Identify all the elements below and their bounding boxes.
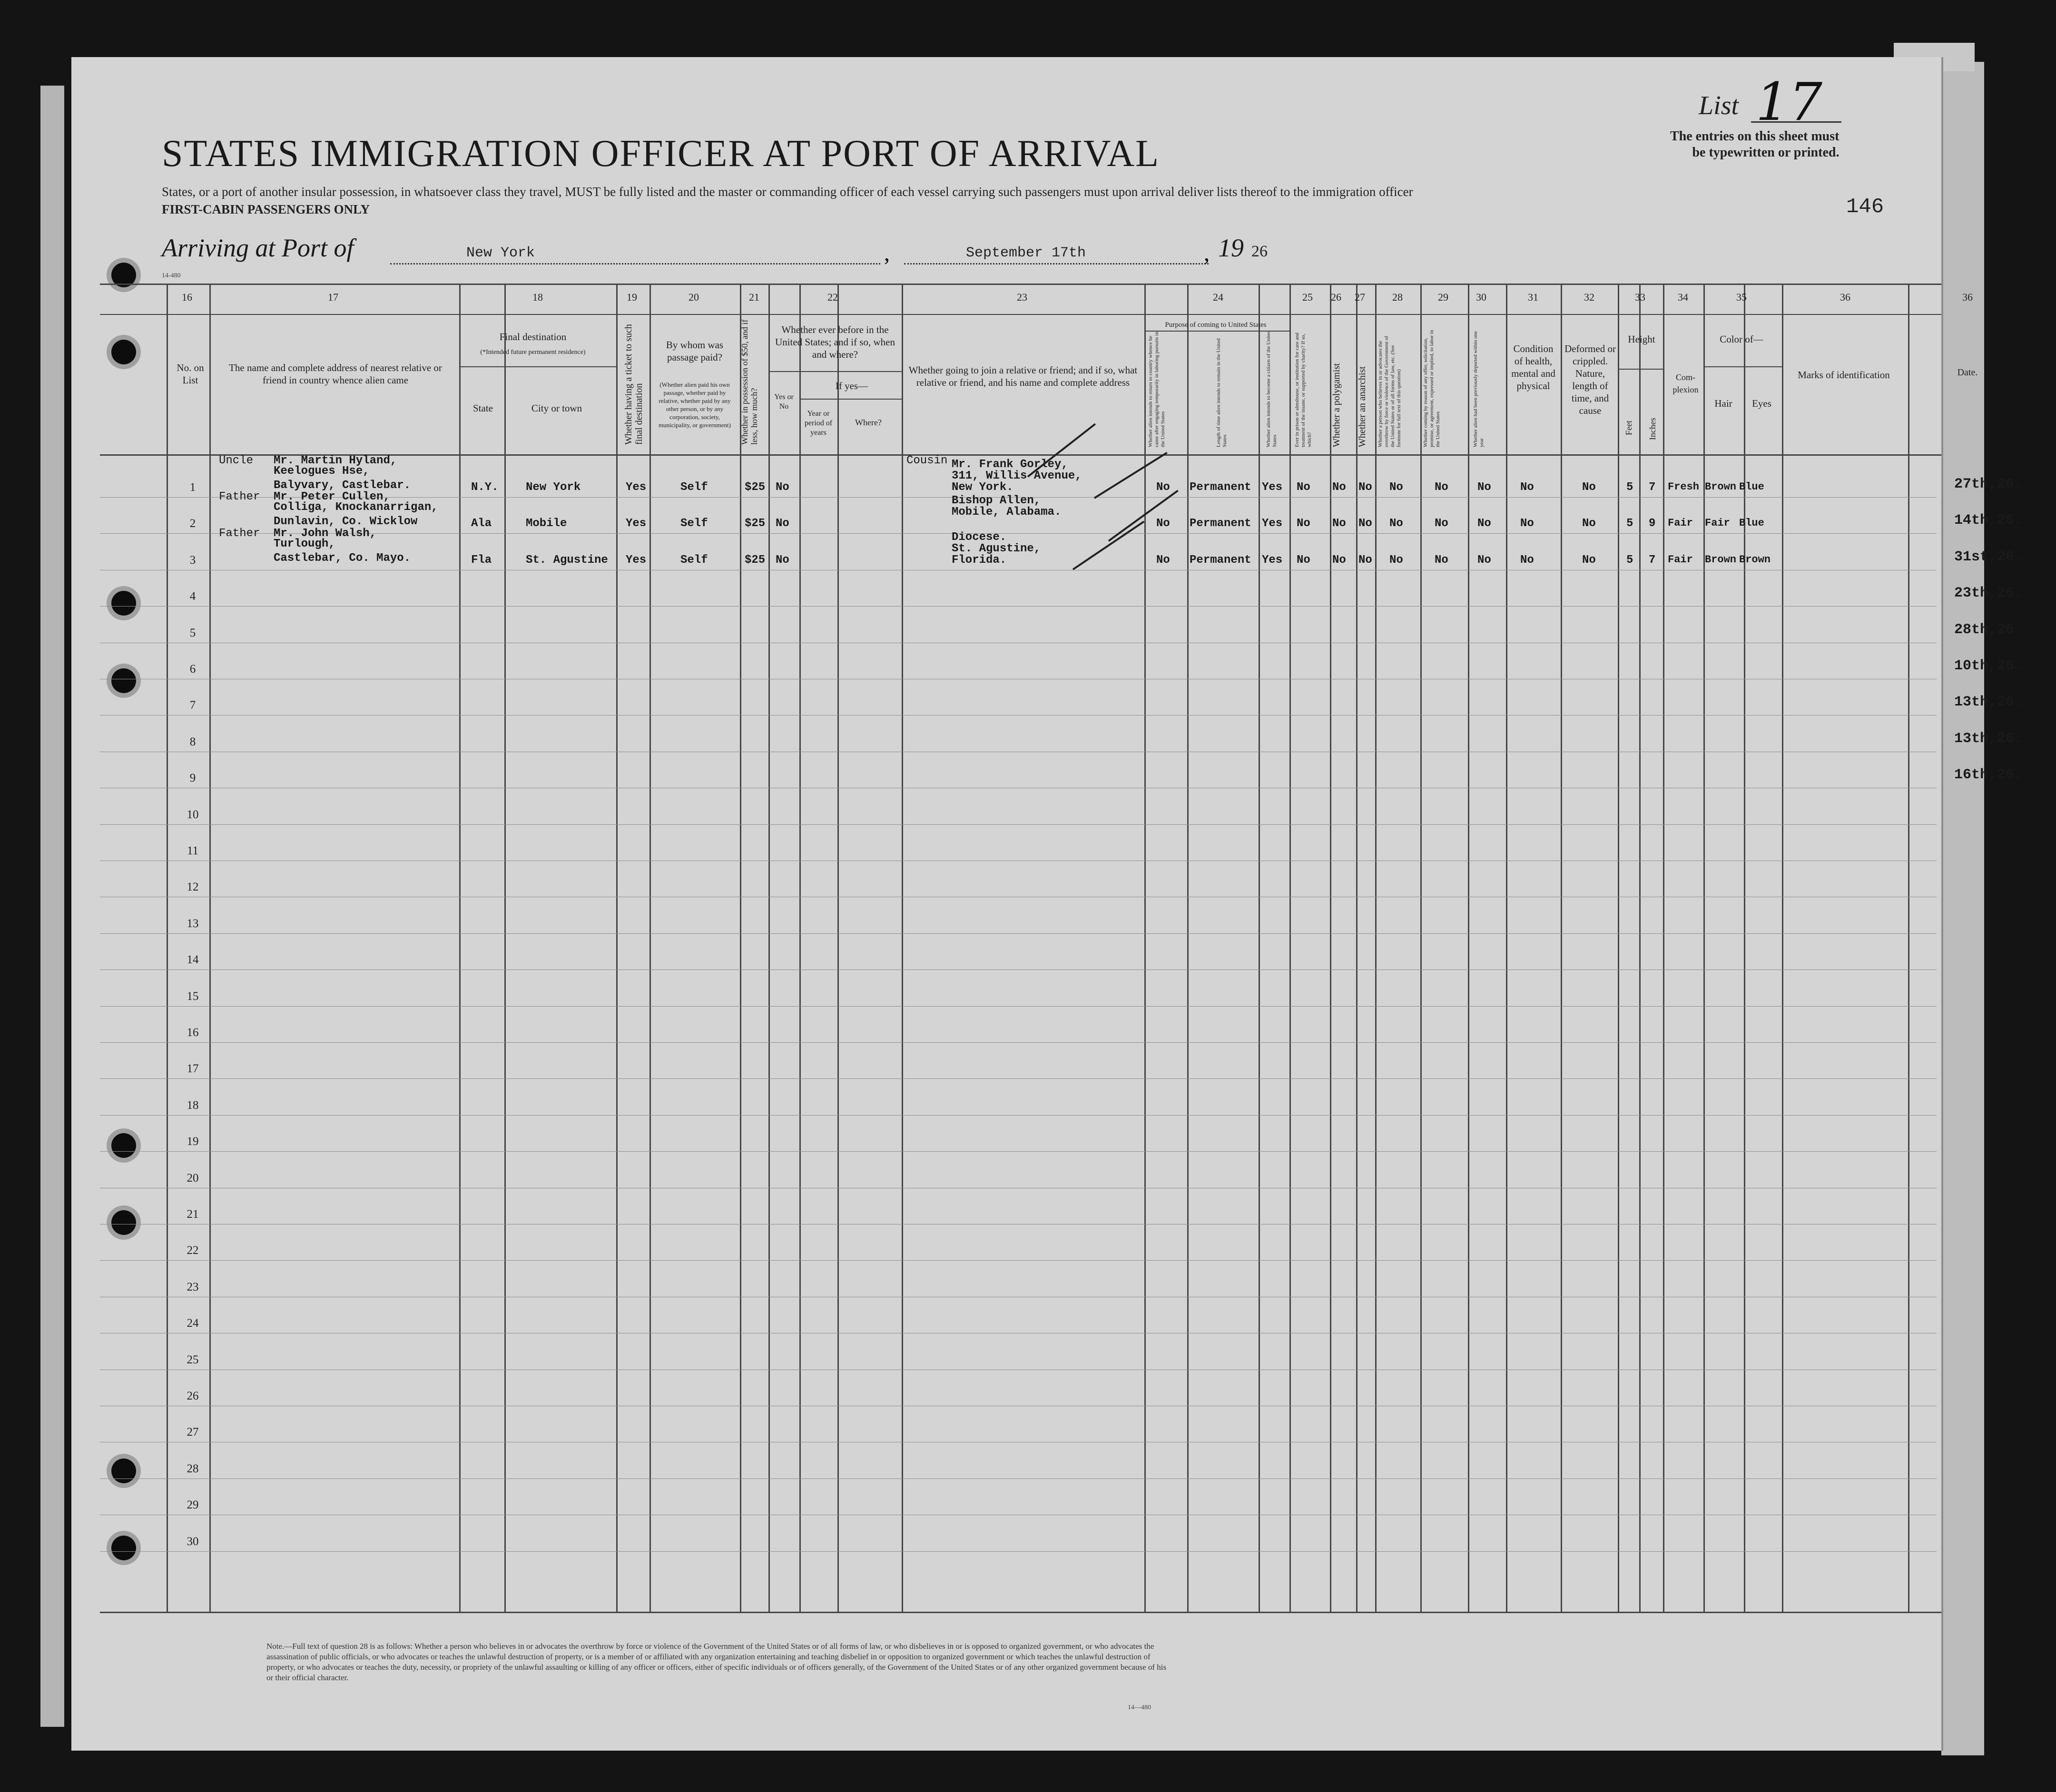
column-rule bbox=[209, 284, 211, 1612]
column-rule bbox=[459, 284, 461, 1612]
column-number: 35 bbox=[1736, 291, 1747, 303]
list-label: List bbox=[1699, 91, 1739, 120]
column-number: 18 bbox=[532, 291, 543, 303]
column-number: 33 bbox=[1635, 291, 1645, 303]
header-q28: Whether a person who believes in or advocates the overthrow by force or violence of the Government of the United States or of all forms of law, etc. (See footnote for full text of this question) bbox=[1377, 336, 1402, 447]
page-stack-edge-left bbox=[40, 86, 64, 1727]
column-rule bbox=[1289, 284, 1291, 1612]
header-purpose-b: Length of time alien intends to remain in the United States bbox=[1216, 338, 1228, 447]
list-dotted-line bbox=[1751, 121, 1841, 123]
subtitle-line1: States, or a port of another insular possession, in whatsoever class they travel, MUST be fully listed and the master or commanding officer of each vessel carrying such passengers must upon arrival deliver lists thereof to the immigration officer bbox=[162, 185, 1413, 199]
row-number: 17 bbox=[187, 1062, 199, 1076]
entries-note: The entries on this sheet must be typewritten or printed. bbox=[1670, 129, 1840, 160]
header-date: Date. bbox=[1957, 367, 1978, 378]
relation-label: Father bbox=[219, 527, 260, 540]
column-number: 27 bbox=[1355, 291, 1365, 303]
header-inches: Inches bbox=[1648, 418, 1657, 440]
q28-value: No bbox=[1389, 517, 1403, 530]
table-bottom-border bbox=[100, 1612, 1941, 1613]
sub-rule-final-destination bbox=[459, 366, 616, 367]
column-number: 25 bbox=[1302, 291, 1313, 303]
q29-value: No bbox=[1435, 481, 1448, 494]
column-rule bbox=[740, 284, 741, 1612]
complexion-value: Fair bbox=[1668, 517, 1693, 529]
header-hair: Hair bbox=[1714, 398, 1732, 409]
column-number: 29 bbox=[1438, 291, 1448, 303]
column-number: 36 bbox=[1840, 291, 1850, 303]
before-us-value: No bbox=[776, 553, 789, 567]
purpose-length-value: Permanent bbox=[1190, 553, 1251, 567]
punch-hole bbox=[111, 668, 136, 693]
date-entry: 13th,26. bbox=[1954, 730, 2023, 747]
header-by-whom: By whom was passage paid? bbox=[666, 339, 724, 363]
state-value: N.Y. bbox=[471, 481, 499, 494]
height-feet-value: 5 bbox=[1626, 517, 1633, 530]
comma: , bbox=[884, 241, 890, 266]
header-deformed: Deformed or crippled. Nature, length of time, and cause bbox=[1564, 343, 1616, 416]
join-address: Mobile, Alabama. bbox=[952, 506, 1062, 519]
row-rule bbox=[100, 933, 1937, 934]
date-entry: 13th,26. bbox=[1954, 694, 2023, 711]
column-rule bbox=[504, 284, 506, 1612]
punch-hole bbox=[111, 1536, 136, 1560]
manifest-sheet bbox=[71, 57, 1943, 1751]
q30-value: No bbox=[1477, 481, 1491, 494]
purpose-length-value: Permanent bbox=[1190, 517, 1251, 530]
arriving-label: Arriving at Port of bbox=[162, 234, 354, 262]
paid-by-value: Self bbox=[680, 481, 708, 494]
row-number: 2 bbox=[189, 517, 196, 530]
header-color: Color of— bbox=[1720, 333, 1763, 345]
year-prefix: 19 bbox=[1218, 234, 1244, 262]
row-rule bbox=[100, 1551, 1937, 1552]
prison-value: No bbox=[1297, 553, 1310, 567]
row-number: 9 bbox=[189, 772, 196, 785]
column-number: 30 bbox=[1476, 291, 1486, 303]
row-number: 6 bbox=[189, 663, 196, 676]
column-rule bbox=[768, 284, 770, 1612]
column-number: 24 bbox=[1213, 291, 1223, 303]
row-number: 20 bbox=[187, 1171, 199, 1185]
purpose-return-value: No bbox=[1156, 517, 1170, 530]
header-anarchist: Whether an anarchist bbox=[1357, 366, 1367, 447]
row-rule bbox=[100, 606, 1937, 607]
health-value: No bbox=[1520, 517, 1534, 530]
height-inches-value: 9 bbox=[1649, 517, 1656, 530]
header-before-us: Whether ever before in the United States; and if so, when and where? bbox=[775, 324, 895, 360]
column-number: 32 bbox=[1584, 291, 1594, 303]
column-number: 20 bbox=[689, 291, 699, 303]
header-health: Condition of health, mental and physical bbox=[1511, 343, 1555, 392]
header-city: City or town bbox=[531, 402, 582, 414]
column-rule bbox=[1908, 284, 1909, 1612]
hair-color-value: Brown bbox=[1705, 553, 1737, 566]
paid-by-value: Self bbox=[680, 517, 708, 530]
column-rule bbox=[649, 284, 651, 1612]
eye-color-value: Blue bbox=[1739, 517, 1764, 529]
purpose-length-value: Permanent bbox=[1190, 481, 1251, 494]
header-purpose-c: Whether alien intends to become a citizen of the United States bbox=[1266, 330, 1278, 447]
anarchist-value: No bbox=[1358, 553, 1372, 567]
header-money: Whether in possession of $50, and if less, how much? bbox=[740, 319, 759, 445]
relative-address: Colliga, Knockanarrigan, bbox=[274, 501, 438, 514]
q28-value: No bbox=[1389, 481, 1403, 494]
header-polygamist: Whether a polygamist bbox=[1331, 363, 1342, 447]
row-number: 11 bbox=[187, 844, 199, 857]
height-feet-value: 5 bbox=[1626, 553, 1633, 567]
header-no-on-list: No. on List bbox=[177, 362, 204, 386]
row-number: 13 bbox=[187, 917, 199, 930]
column-rule bbox=[1506, 284, 1507, 1612]
health-value: No bbox=[1520, 553, 1534, 567]
city-value: New York bbox=[526, 481, 581, 494]
before-us-value: No bbox=[776, 481, 789, 494]
punch-hole bbox=[111, 591, 136, 616]
prison-value: No bbox=[1297, 517, 1310, 530]
relation-label: Uncle bbox=[219, 454, 254, 467]
q29-value: No bbox=[1435, 553, 1448, 567]
relative-name: Mr. John Walsh, bbox=[274, 527, 377, 540]
row-number: 3 bbox=[189, 553, 196, 567]
row-number: 1 bbox=[189, 481, 196, 494]
year-suffix: 26 bbox=[1251, 243, 1268, 260]
polygamist-value: No bbox=[1332, 481, 1346, 494]
relative-address: Balyvary, Castlebar. bbox=[274, 479, 411, 492]
relative-name: Mr. Martin Hyland, bbox=[274, 454, 397, 467]
port-dotted-line bbox=[390, 263, 880, 264]
date-entry: 28th,26. bbox=[1954, 621, 2023, 638]
height-inches-value: 7 bbox=[1649, 553, 1656, 567]
sub-rule-purpose bbox=[1144, 331, 1289, 332]
column-number: 31 bbox=[1528, 291, 1538, 303]
row-rule bbox=[100, 1115, 1937, 1116]
row-number: 30 bbox=[187, 1535, 199, 1548]
date-entry: 27th,26. bbox=[1954, 476, 2023, 492]
header-final-destination: Final destination bbox=[499, 331, 567, 343]
column-rule bbox=[837, 284, 839, 1612]
header-complexion: Com-plexion bbox=[1672, 372, 1699, 394]
punch-hole bbox=[111, 340, 136, 364]
column-number: 34 bbox=[1678, 291, 1688, 303]
form-number: 14-480 bbox=[162, 272, 181, 279]
join-name: Bishop Allen, bbox=[952, 494, 1041, 508]
relation-label: Father bbox=[219, 490, 260, 504]
row-rule bbox=[100, 969, 1937, 970]
state-value: Ala bbox=[471, 517, 492, 530]
column-number: 36 bbox=[1962, 291, 1973, 303]
date-entry: 10th,26. bbox=[1954, 658, 2023, 674]
column-rule bbox=[902, 284, 903, 1612]
ticket-value: Yes bbox=[626, 517, 647, 530]
relative-address: Turlough, bbox=[274, 537, 335, 550]
purpose-return-value: No bbox=[1156, 553, 1170, 567]
column-number: 21 bbox=[749, 291, 759, 303]
row-number: 29 bbox=[187, 1498, 199, 1512]
date-dotted-line bbox=[904, 263, 1209, 264]
row-number: 27 bbox=[187, 1426, 199, 1439]
column-rule bbox=[616, 284, 618, 1612]
column-rule bbox=[1639, 284, 1641, 1612]
page-title: STATES IMMIGRATION OFFICER AT PORT OF ARRIVAL bbox=[162, 133, 1160, 175]
row-number: 12 bbox=[187, 881, 199, 894]
column-rule bbox=[1356, 284, 1358, 1612]
column-rule bbox=[1420, 284, 1422, 1612]
sheet-number: 146 bbox=[1846, 195, 1884, 219]
q28-value: No bbox=[1389, 553, 1403, 567]
deformed-value: No bbox=[1582, 553, 1596, 567]
purpose-citizen-value: Yes bbox=[1262, 481, 1283, 494]
sub-rule-before-us bbox=[768, 371, 902, 372]
polygamist-value: No bbox=[1332, 517, 1346, 530]
column-rule bbox=[1468, 284, 1469, 1612]
join-name: Diocese. bbox=[952, 530, 1007, 544]
header-final-destination-note: (*Intended future permanent residence) bbox=[480, 349, 586, 356]
column-rule bbox=[1187, 284, 1189, 1612]
table-top-border bbox=[100, 284, 1941, 285]
date-entry: 23th,26. bbox=[1954, 585, 2023, 602]
ticket-value: Yes bbox=[626, 553, 647, 567]
header-q29: Whether coming by reason of any offer, solicitation, promise, or agreement, expressed or implied, to labor in the United States bbox=[1423, 330, 1441, 447]
row-number: 19 bbox=[187, 1135, 199, 1148]
q30-value: No bbox=[1477, 517, 1491, 530]
column-number: 26 bbox=[1331, 291, 1341, 303]
date-entry: 31st,26. bbox=[1954, 548, 2023, 565]
complexion-value: Fresh bbox=[1668, 481, 1700, 493]
row-number: 15 bbox=[187, 989, 199, 1003]
sub-rule-if-yes bbox=[799, 399, 902, 400]
relative-address: Castlebar, Co. Mayo. bbox=[274, 551, 411, 565]
sub-rule-color bbox=[1703, 366, 1782, 367]
purpose-return-value: No bbox=[1156, 481, 1170, 494]
column-rule bbox=[1561, 284, 1562, 1612]
city-value: Mobile bbox=[526, 517, 567, 530]
anarchist-value: No bbox=[1358, 481, 1372, 494]
purpose-citizen-value: Yes bbox=[1262, 517, 1283, 530]
column-number: 17 bbox=[328, 291, 338, 303]
hair-color-value: Brown bbox=[1705, 481, 1737, 493]
ticket-value: Yes bbox=[626, 481, 647, 494]
deformed-value: No bbox=[1582, 481, 1596, 494]
header-height: Height bbox=[1628, 333, 1655, 345]
row-number: 23 bbox=[187, 1280, 199, 1293]
row-number: 24 bbox=[187, 1317, 199, 1330]
height-feet-value: 5 bbox=[1626, 481, 1633, 494]
row-number: 4 bbox=[189, 590, 196, 603]
hair-color-value: Fair bbox=[1705, 517, 1730, 529]
date-entry: 14th,26. bbox=[1954, 512, 2023, 529]
polygamist-value: No bbox=[1332, 553, 1346, 567]
row-rule bbox=[100, 1260, 1937, 1261]
row-number: 25 bbox=[187, 1353, 199, 1366]
column-rule bbox=[1618, 284, 1619, 1612]
join-address: Florida. bbox=[952, 553, 1007, 567]
header-ticket: Whether having a ticket to such final destination bbox=[623, 324, 644, 445]
header-q30: Whether alien had been previously deported within one year bbox=[1473, 331, 1485, 447]
header-marks: Marks of identification bbox=[1798, 369, 1890, 381]
relative-address: Keelogues Hse, bbox=[274, 465, 370, 478]
row-rule bbox=[100, 824, 1937, 825]
join-name: Mr. Frank Gorley, bbox=[952, 458, 1068, 471]
row-number: 10 bbox=[187, 808, 199, 821]
health-value: No bbox=[1520, 481, 1534, 494]
column-number: 23 bbox=[1017, 291, 1027, 303]
row-number: 7 bbox=[189, 699, 196, 712]
column-number: 19 bbox=[627, 291, 637, 303]
header-state: State bbox=[473, 402, 493, 414]
city-value: St. Agustine bbox=[526, 553, 608, 567]
q29-value: No bbox=[1435, 517, 1448, 530]
row-rule bbox=[100, 1006, 1937, 1007]
row-number: 26 bbox=[187, 1390, 199, 1402]
join-address: New York. bbox=[952, 481, 1013, 494]
column-rule bbox=[799, 284, 801, 1612]
row-rule bbox=[100, 1042, 1937, 1043]
header-relative-abroad: The name and complete address of nearest relative or friend in country whence alien came bbox=[229, 362, 442, 386]
height-inches-value: 7 bbox=[1649, 481, 1656, 494]
header-purpose: Purpose of coming to United States bbox=[1165, 321, 1267, 329]
column-rule bbox=[1663, 284, 1664, 1612]
column-rule bbox=[1375, 284, 1377, 1612]
join-relation: Cousin bbox=[906, 454, 948, 467]
q30-value: No bbox=[1477, 553, 1491, 567]
column-rule bbox=[1259, 284, 1260, 1612]
eye-color-value: Blue bbox=[1739, 481, 1764, 493]
row-rule bbox=[100, 1078, 1937, 1079]
row-number: 22 bbox=[187, 1244, 199, 1257]
column-rule bbox=[167, 284, 168, 1612]
row-rule bbox=[100, 1151, 1937, 1152]
column-number: 16 bbox=[182, 291, 192, 303]
purpose-citizen-value: Yes bbox=[1262, 553, 1283, 567]
header-by-whom-note: (Whether alien paid his own passage, whether paid by relative, whether paid by any other person, or by any corporation, society, municipality, or government) bbox=[659, 381, 731, 429]
column-rule bbox=[1782, 284, 1783, 1612]
sub-rule-height bbox=[1618, 369, 1663, 370]
column-number: 28 bbox=[1392, 291, 1403, 303]
port-value: New York bbox=[466, 245, 535, 261]
date-entry: 16th,26. bbox=[1954, 767, 2023, 783]
header-joining: Whether going to join a relative or friend; and if so, what relative or friend, and his name and complete address bbox=[908, 364, 1138, 388]
prison-value: No bbox=[1297, 481, 1310, 494]
money-value: $25 bbox=[745, 553, 766, 567]
join-address: 311, Willis Avenue, bbox=[952, 470, 1082, 482]
header-where: Where? bbox=[855, 418, 882, 427]
row-number: 21 bbox=[187, 1208, 199, 1221]
subtitle-line2: FIRST-CABIN PASSENGERS ONLY bbox=[162, 202, 370, 216]
anarchist-value: No bbox=[1358, 517, 1372, 530]
colnum-divider bbox=[100, 314, 1941, 315]
paid-by-value: Self bbox=[680, 553, 708, 567]
eye-color-value: Brown bbox=[1739, 553, 1771, 566]
comma: , bbox=[1204, 241, 1210, 266]
row-number: 8 bbox=[189, 735, 196, 748]
header-purpose-a: Whether alien intends to return to country whence he came after engaging temporarily in laboring pursuits in the United States bbox=[1148, 332, 1166, 447]
header-yes-no: Yes or No bbox=[774, 393, 794, 411]
complexion-value: Fair bbox=[1668, 553, 1693, 566]
page-stack-edge-right bbox=[1941, 62, 1984, 1755]
column-number: 22 bbox=[827, 291, 838, 303]
punch-hole bbox=[111, 1459, 136, 1483]
row-number: 14 bbox=[187, 953, 199, 967]
relative-address: Dunlavin, Co. Wicklow bbox=[274, 515, 418, 529]
footnote: Note.—Full text of question 28 is as follows: Whether a person who believes in or advocates the overthrow by force or violence of the Government of the United States or of all forms of law, or who disbelieves in or is opposed to organized government, or who advocates the assassination of public officials, or who advocates or teaches the unlawful destruction of property, or is a member of or affiliated with any organization entertaining and teaching disbelief in or opposition to organized government or which teaches the unlawful destruction of property, or who advocates or teaches the duty, necessity, or propriety of the unlawful assaulting or killing of any officer or officers, either of specific individuals or of officers generally, of the Government of the United States or of any other organized government because of his or their official character. bbox=[266, 1642, 1167, 1682]
header-prison: Ever in prison or almshouse, or institution for care and treatment of the insane, or supported by charity? If so, which? bbox=[1294, 333, 1312, 447]
list-number: 17 bbox=[1756, 71, 1822, 132]
header-year-period: Year or period of years bbox=[804, 410, 833, 437]
relative-name: Mr. Peter Cullen, bbox=[274, 490, 390, 504]
punch-hole bbox=[111, 1133, 136, 1158]
money-value: $25 bbox=[745, 517, 766, 530]
row-number: 16 bbox=[187, 1026, 199, 1039]
header-eyes: Eyes bbox=[1752, 398, 1771, 409]
join-address: St. Agustine, bbox=[952, 542, 1041, 555]
row-number: 5 bbox=[189, 626, 196, 639]
column-rule bbox=[1330, 284, 1331, 1612]
state-value: Fla bbox=[471, 553, 492, 567]
money-value: $25 bbox=[745, 481, 766, 494]
footnote-form-number: 14—480 bbox=[1128, 1704, 1151, 1711]
column-rule bbox=[1144, 284, 1146, 1612]
row-number: 18 bbox=[187, 1098, 199, 1112]
header-feet: Feet bbox=[1624, 421, 1633, 435]
date-value: September 17th bbox=[966, 245, 1086, 261]
row-number: 28 bbox=[187, 1462, 199, 1475]
deformed-value: No bbox=[1582, 517, 1596, 530]
before-us-value: No bbox=[776, 517, 789, 530]
punch-hole bbox=[111, 1210, 136, 1235]
header-if-yes: If yes— bbox=[835, 380, 868, 392]
